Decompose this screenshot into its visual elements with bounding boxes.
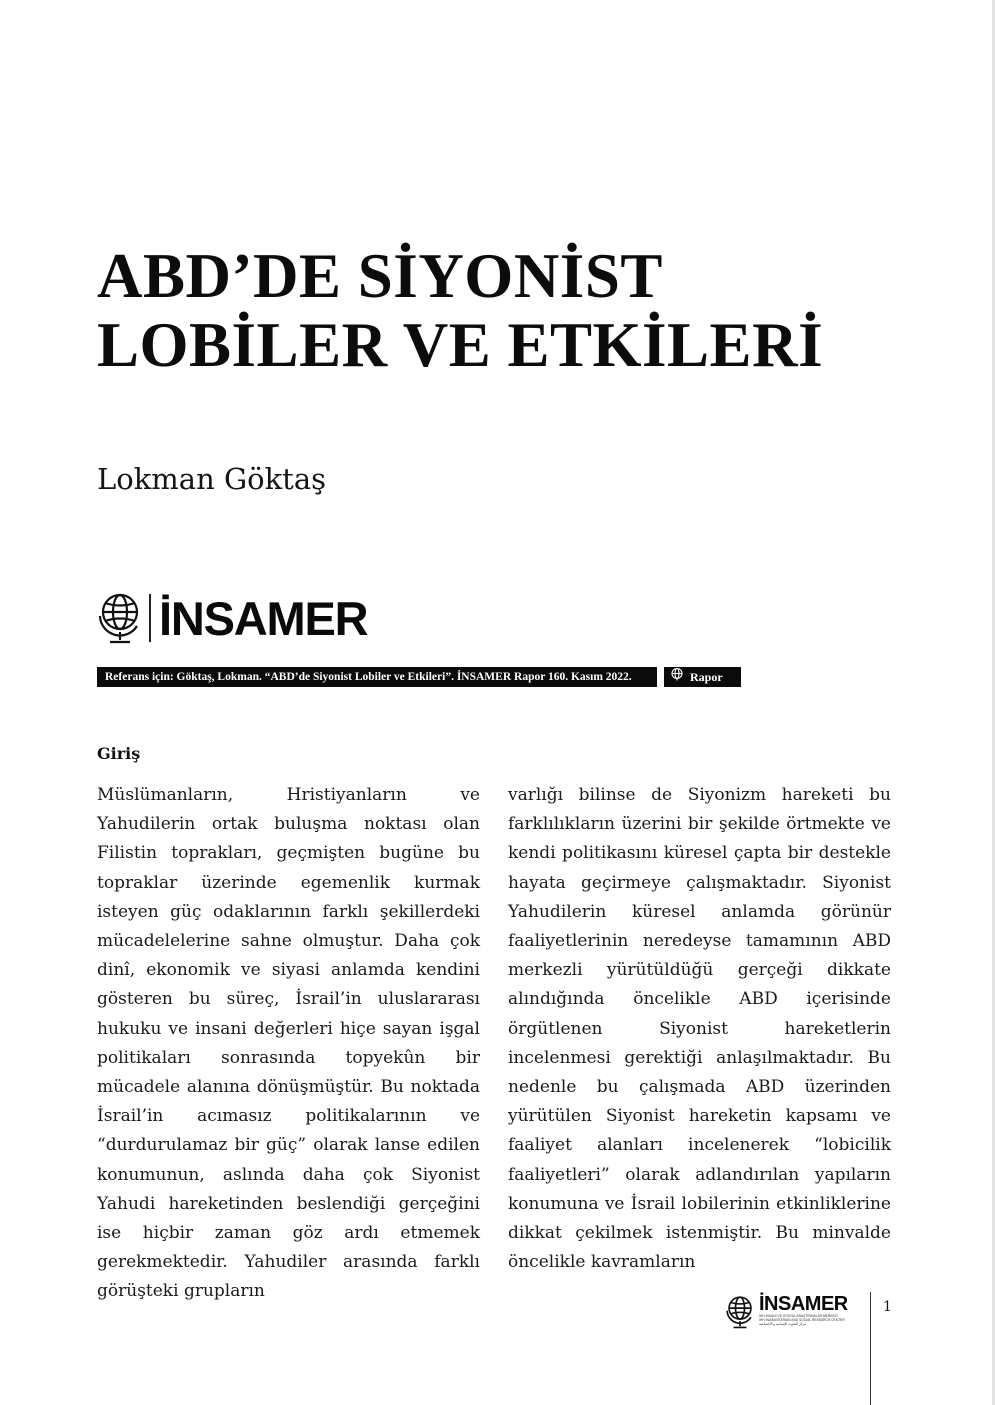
footer-subtitle-tr: İHH İNSANİ VE SOSYAL ARAŞTIRMALAR MERKEZİ (759, 1314, 838, 1318)
logo-wordmark: İNSAMER (159, 591, 368, 645)
reference-citation: Referans için: Göktaş, Lokman. “ABD’de Siyonist Lobiler ve Etkileri”. İNSAMER Rapor 160. Kasım 2022. (97, 667, 657, 687)
footer-subtitle-en: IHH HUMANITARIAN AND SOCIAL RESEARCH CENTER (759, 1318, 845, 1322)
title-line-2: LOBİLER VE ETKİLERİ (97, 310, 824, 380)
globe-icon (97, 590, 143, 646)
logo-divider (149, 594, 151, 642)
report-type-label: Rapor (690, 670, 723, 684)
footer-wordmark: İNSAMER (759, 1293, 848, 1315)
body-column-left: Müslümanların, Hristiyanların ve Yahudilerin ortak buluşma noktası olan Filistin toprakları, geçmişten bugüne bu topraklar üzerinde egemenlik kurmak isteyen güç odaklarının farklı şekillerdeki mücadelelerine sahne olmuştur. Daha çok dinî, ekonomik ve siyasi anlamda kendini gösteren bu süreç, İsrail’in uluslararası hukuku ve insani değerleri hiçe sayan işgal politikaları sonrasında topyekûn bir mücadele alanına dönüşmüştür. Bu noktada İsrail’in acımasız politikalarının ve “durdurulamaz bir güç” olarak lanse edilen konumunun, aslında daha çok Siyonist Yahudi hareketinden beslendiği gerçeğini ise hiçbir zaman göz ardı etmemek gerekmektedir. Yahudiler arasında farklı görüşteki grupların (97, 785, 480, 1302)
body-column-right: varlığı bilinse de Siyonizm hareketi bu farklılıkların üzerini bir şekilde örtmekte ve kendi politikasını küresel çapta bir destekle hayata geçirmeye çalışmaktadır. Siyonist Yahudilerin küresel anlamda görünür faaliyetlerinin neredeyse tamamının ABD merkezli yürütüldüğü gerçeği dikkate alındığında öncelikle ABD içerisinde örgütlenen Siyonist hareketlerin incelenmesi gerektiği anlaşılmaktadır. Bu nedenle bu çalışmada ABD üzerinden yürütülen Siyonist hareketin kapsamı ve faaliyet alanları incelenerek “lobicilik faaliyetleri” olarak adlandırılan yapıların konumuna ve İsrail lobilerinin etkinliklerine dikkat çekilmek istenmiştir. Bu minvalde öncelikle kavramların (508, 785, 891, 1273)
title-line-1: ABD’DE SİYONİST (97, 241, 663, 311)
globe-icon (670, 667, 684, 688)
globe-icon (725, 1294, 755, 1334)
report-type-badge (664, 667, 741, 687)
insamer-logo (97, 590, 367, 646)
footer-divider-line (870, 1292, 871, 1405)
footer-wordmark-block (759, 1294, 848, 1326)
section-heading: Giriş (97, 744, 141, 763)
report-title (97, 242, 823, 380)
footer-logo (725, 1294, 848, 1334)
page-number: 1 (883, 1299, 892, 1315)
footer-subtitle-ar: مركز البحوث الإنسانية و الاجتماعية (759, 1322, 806, 1326)
author-name: Lokman Göktaş (97, 462, 326, 496)
